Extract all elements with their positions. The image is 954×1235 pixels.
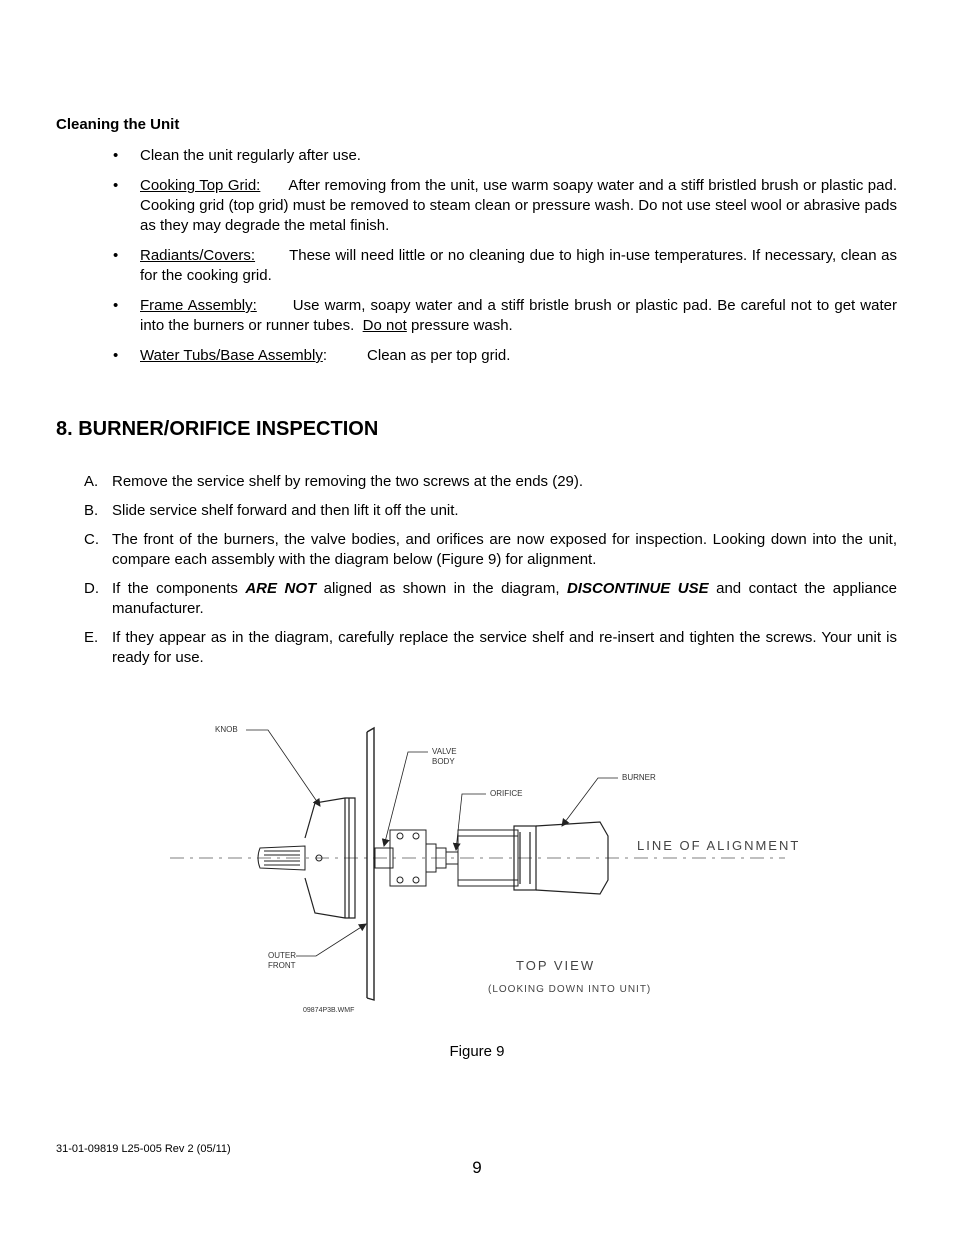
bullet-text: Clean as per top grid. xyxy=(367,347,511,364)
inspection-step xyxy=(0,472,954,492)
page-number: 9 xyxy=(472,1158,482,1177)
label-top-view: TOP VIEW xyxy=(516,958,596,973)
bullet-term: Radiants/Covers: xyxy=(140,247,256,264)
step-text-post: and contact the appliance manufacturer. xyxy=(112,580,898,617)
cleaning-bullet xyxy=(0,296,954,336)
bullet-dot: • xyxy=(113,147,119,164)
bullet-dot: • xyxy=(113,297,119,314)
bullet-emphasis: Do not xyxy=(362,317,407,334)
outer-front-panel xyxy=(367,728,374,1000)
bullet-term: Frame Assembly: xyxy=(140,297,257,314)
step-letter: E. xyxy=(84,629,99,646)
bullet-text: After removing from the unit, use warm soapy water and a stiff bristled brush or plastic pad. Cooking grid (top grid) must be removed to steam clean or pressure wash. Do not use steel wool or abrasive pads as they may degrade the metal finish. xyxy=(140,177,897,234)
label-front: FRONT xyxy=(268,961,296,970)
label-file-name: 09874P3B.WMF xyxy=(303,1007,355,1014)
cleaning-bullet xyxy=(0,146,954,166)
inspection-step xyxy=(0,579,954,619)
bullet-tail: pressure wash. xyxy=(406,317,513,334)
label-outer: OUTER xyxy=(268,951,296,960)
step-text: The front of the burners, the valve bodies, and orifices are now exposed for inspection. Looking down into the unit, compare each assembly with the diagram below (Figure 9) for alignment. xyxy=(112,531,897,568)
step-text: Remove the service shelf by removing the two screws at the ends (29). xyxy=(112,473,584,490)
inspection-heading: 8. BURNER/ORIFICE INSPECTION xyxy=(56,418,379,440)
step-emphasis: ARE NOT xyxy=(245,580,317,597)
step-text-pre: If the components xyxy=(112,580,246,597)
label-line-of-alignment: LINE OF ALIGNMENT xyxy=(637,838,800,853)
label-burner: BURNER xyxy=(622,773,656,782)
bullet-sep: : xyxy=(322,347,328,364)
inspection-step xyxy=(0,628,954,668)
cleaning-bullet xyxy=(0,176,954,236)
bullet-dot: • xyxy=(113,177,119,194)
bullet-term: Water Tubs/Base Assembly xyxy=(140,347,323,364)
figure-caption: Figure 9 xyxy=(449,1043,505,1060)
figure-9-diagram xyxy=(160,718,800,1018)
bullet-term: Cooking Top Grid: xyxy=(140,177,261,194)
document-number: 31-01-09819 L25-005 Rev 2 (05/11) xyxy=(56,1143,231,1155)
label-knob: KNOB xyxy=(215,725,238,734)
step-letter: A. xyxy=(84,473,99,490)
cleaning-bullet-list xyxy=(0,146,954,376)
step-letter: B. xyxy=(84,502,99,519)
step-emphasis: DISCONTINUE USE xyxy=(566,580,709,597)
cleaning-bullet xyxy=(0,246,954,286)
inspection-step-list xyxy=(0,472,954,677)
bullet-dot: • xyxy=(113,247,119,264)
step-letter: D. xyxy=(84,580,99,597)
label-orifice: ORIFICE xyxy=(490,789,523,798)
label-body: BODY xyxy=(432,757,455,766)
label-looking-down: (LOOKING DOWN INTO UNIT) xyxy=(488,984,652,995)
inspection-step xyxy=(0,530,954,570)
bullet-text: Clean the unit regularly after use. xyxy=(140,147,361,164)
label-valve: VALVE xyxy=(432,747,457,756)
step-text-mid: aligned as shown in the diagram, xyxy=(316,580,567,597)
cleaning-heading: Cleaning the Unit xyxy=(56,116,180,133)
burner-alignment-drawing xyxy=(160,718,800,1018)
step-text: Slide service shelf forward and then lift it off the unit. xyxy=(112,502,459,519)
step-text: If they appear as in the diagram, carefully replace the service shelf and re-insert and tighten the screws. Your unit is ready for use. xyxy=(112,629,897,666)
bullet-text: These will need little or no cleaning due to high in-use temperatures. If necessary, clean as for the cooking grid. xyxy=(140,247,897,284)
inspection-step xyxy=(0,501,954,521)
bullet-dot: • xyxy=(113,347,119,364)
step-letter: C. xyxy=(84,531,99,548)
bullet-text: Use warm, soapy water and a stiff bristle brush or plastic pad. Be careful not to get water into the burners or runner tubes. xyxy=(140,297,897,334)
cleaning-bullet xyxy=(0,346,954,366)
